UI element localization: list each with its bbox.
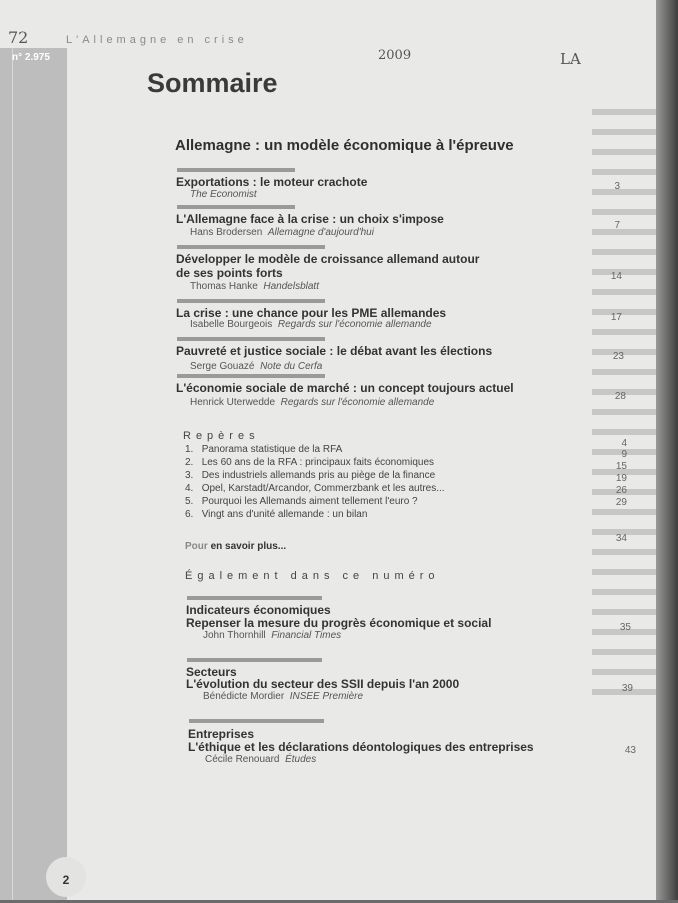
reperes-item-number: 6. bbox=[185, 509, 194, 520]
reperes-item-label: Des industriels allemands pris au piège de la finance bbox=[201, 470, 436, 481]
article-source: Note du Cerfa bbox=[260, 361, 323, 372]
divider-bar bbox=[177, 168, 295, 172]
egalement-byline bbox=[203, 630, 341, 641]
divider-bar bbox=[177, 299, 325, 303]
page-edge-shadow bbox=[656, 0, 678, 900]
reperes-item-page: 4 bbox=[621, 438, 627, 449]
savoir-rest: en savoir plus... bbox=[210, 541, 287, 552]
pour-en-savoir-plus bbox=[185, 541, 286, 552]
egalement-page: 39 bbox=[621, 683, 633, 694]
article-author: Serge Gouazé bbox=[190, 361, 255, 372]
reperes-item-label: Pourquoi les Allemands aiment tellement l'euro ? bbox=[201, 496, 418, 507]
article-source: Financial Times bbox=[271, 630, 342, 641]
article-title: La crise : une chance pour les PME allemandes bbox=[176, 306, 447, 320]
article-page: 28 bbox=[614, 391, 626, 402]
article-source: Regards sur l'économie allemande bbox=[277, 319, 432, 330]
article-page: 14 bbox=[610, 271, 622, 282]
reperes-item-page: 15 bbox=[615, 461, 627, 472]
article-byline bbox=[190, 319, 432, 330]
egalement-category: Entreprises bbox=[188, 727, 255, 741]
article-source: Regards sur l'économie allemande bbox=[280, 397, 435, 408]
left-grey-band bbox=[0, 48, 67, 900]
reperes-item-page: 29 bbox=[615, 497, 627, 508]
reperes-item bbox=[185, 496, 418, 507]
reperes-item-number: 1. bbox=[185, 444, 194, 455]
article-author: Henrick Uterwedde bbox=[190, 397, 276, 408]
issue-number: n° 2.975 bbox=[12, 52, 50, 63]
egalement-byline bbox=[205, 754, 316, 765]
handwritten-year: 2009 bbox=[378, 48, 412, 63]
article-title: Exportations : le moteur crachote bbox=[176, 175, 368, 189]
page-title: Sommaire bbox=[147, 68, 278, 98]
divider-bar bbox=[189, 719, 324, 723]
divider-bar bbox=[177, 205, 295, 209]
article-source: Handelsblatt bbox=[263, 281, 319, 292]
article-title: L'économie sociale de marché : un concept toujours actuel bbox=[176, 381, 514, 395]
article-byline bbox=[190, 281, 319, 292]
article-author: Isabelle Bourgeois bbox=[190, 319, 273, 330]
divider-bar bbox=[177, 337, 325, 341]
egalement-title: Repenser la mesure du progrès économique et social bbox=[186, 616, 492, 630]
article-byline bbox=[190, 189, 257, 200]
divider-bar bbox=[177, 374, 325, 378]
article-title: Développer le modèle de croissance allemand autour de ses points forts bbox=[176, 252, 480, 280]
egalement-category: Secteurs bbox=[186, 665, 237, 679]
divider-bar bbox=[187, 658, 322, 662]
handwritten-initials: LA bbox=[560, 50, 581, 68]
article-byline bbox=[190, 361, 322, 372]
reperes-item bbox=[185, 483, 445, 494]
article-page: 7 bbox=[614, 220, 620, 231]
reperes-item-page: 19 bbox=[615, 473, 627, 484]
egalement-page: 43 bbox=[624, 745, 636, 756]
article-source: Allemagne d'aujourd'hui bbox=[267, 227, 374, 238]
reperes-item-number: 2. bbox=[185, 457, 194, 468]
reperes-item-number: 5. bbox=[185, 496, 194, 507]
divider-bar bbox=[187, 596, 322, 600]
savoir-pour: Pour bbox=[185, 541, 208, 552]
article-author: John Thornhill bbox=[203, 630, 266, 641]
egalement-title: L'éthique et les déclarations déontologiques des entreprises bbox=[188, 740, 534, 754]
reperes-item-label: Opel, Karstadt/Arcandor, Commerzbank et les autres... bbox=[201, 483, 445, 494]
article-author: Cécile Renouard bbox=[205, 754, 280, 765]
reperes-item bbox=[185, 470, 435, 481]
running-title: L'Allemagne en crise bbox=[66, 34, 248, 46]
reperes-item-label: Panorama statistique de la RFA bbox=[201, 444, 343, 455]
egalement-page: 35 bbox=[619, 622, 631, 633]
savoir-page: 34 bbox=[615, 533, 627, 544]
divider-bar bbox=[177, 245, 325, 249]
reperes-heading: Repères bbox=[183, 430, 260, 442]
article-title: Pauvreté et justice sociale : le débat avant les élections bbox=[176, 344, 493, 358]
article-page: 23 bbox=[612, 351, 624, 362]
article-author: Hans Brodersen bbox=[190, 227, 263, 238]
main-section-heading: Allemagne : un modèle économique à l'épreuve bbox=[175, 137, 514, 154]
reperes-item-number: 4. bbox=[185, 483, 194, 494]
page-number: 2 bbox=[46, 857, 86, 897]
article-byline bbox=[190, 227, 374, 238]
reperes-item bbox=[185, 444, 342, 455]
reperes-item-label: Les 60 ans de la RFA : principaux faits économiques bbox=[201, 457, 435, 468]
reperes-item-number: 3. bbox=[185, 470, 194, 481]
article-page: 17 bbox=[610, 312, 622, 323]
egalement-byline bbox=[203, 691, 363, 702]
handwritten-note: 72 bbox=[8, 28, 29, 47]
egalement-heading: Également dans ce numéro bbox=[185, 570, 440, 582]
article-source: Études bbox=[285, 754, 317, 765]
article-source: INSEE Première bbox=[289, 691, 364, 702]
reperes-item bbox=[185, 457, 434, 468]
article-author: Bénédicte Mordier bbox=[203, 691, 285, 702]
reperes-item bbox=[185, 509, 367, 520]
article-title: L'Allemagne face à la crise : un choix s'impose bbox=[176, 212, 444, 226]
reperes-item-label: Vingt ans d'unité allemande : un bilan bbox=[201, 509, 368, 520]
article-page: 3 bbox=[614, 181, 620, 192]
article-author: Thomas Hanke bbox=[190, 281, 258, 292]
article-source: The Economist bbox=[190, 189, 257, 200]
article-byline bbox=[190, 397, 434, 408]
reperes-item-page: 9 bbox=[621, 449, 627, 460]
reperes-item-page: 26 bbox=[615, 485, 627, 496]
egalement-title: L'évolution du secteur des SSII depuis l'an 2000 bbox=[186, 677, 460, 691]
egalement-category: Indicateurs économiques bbox=[186, 603, 331, 617]
